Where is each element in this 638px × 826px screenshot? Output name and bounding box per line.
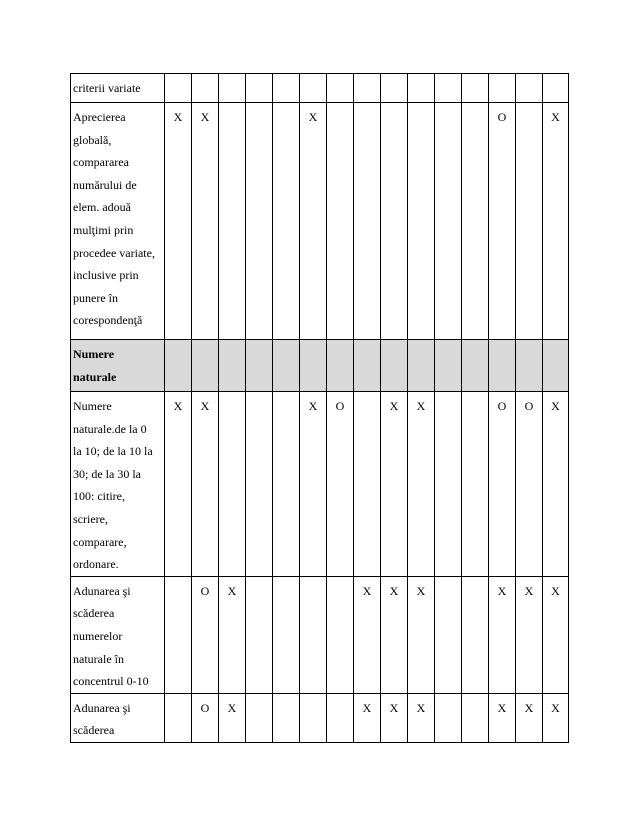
mark-cell: X — [381, 392, 408, 577]
mark-cell — [462, 74, 489, 103]
mark-cell — [327, 74, 354, 103]
mark-cell — [165, 576, 192, 693]
table-row — [71, 576, 569, 693]
mark-cell: X — [165, 103, 192, 340]
mark-cell: X — [354, 693, 381, 742]
mark-cell — [300, 340, 327, 392]
mark-cell — [273, 392, 300, 577]
mark-cell: X — [192, 103, 219, 340]
mark-cell — [516, 74, 543, 103]
mark-cell: X — [408, 693, 435, 742]
row-label: Adunarea şi scăderea numerelor naturale în concentrul 0-10 — [73, 583, 149, 689]
row-label-cell — [71, 392, 165, 577]
mark-cell — [435, 392, 462, 577]
mark-cell — [246, 693, 273, 742]
row-label: Aprecierea globală, compararea numărului de elem. adouă mulţimi prin procedee variate, inclusive prin punere în corespondenţă — [73, 110, 155, 328]
mark-cell — [462, 693, 489, 742]
mark-cell — [300, 693, 327, 742]
mark-cell — [165, 74, 192, 103]
mark-cell — [381, 340, 408, 392]
mark-cell — [516, 340, 543, 392]
mark-cell: O — [192, 693, 219, 742]
mark-cell — [435, 693, 462, 742]
table-row — [71, 103, 569, 340]
mark-cell — [327, 576, 354, 693]
mark-cell — [408, 340, 435, 392]
mark-cell — [246, 74, 273, 103]
mark-cell — [435, 74, 462, 103]
mark-cell: O — [489, 392, 516, 577]
mark-cell: X — [489, 693, 516, 742]
table-row — [71, 693, 569, 742]
mark-cell — [273, 74, 300, 103]
mark-cell — [462, 340, 489, 392]
mark-cell — [327, 340, 354, 392]
mark-cell — [192, 74, 219, 103]
mark-cell: X — [300, 392, 327, 577]
mark-cell: X — [300, 103, 327, 340]
mark-cell — [273, 340, 300, 392]
mark-cell: X — [489, 576, 516, 693]
table-row — [71, 340, 569, 392]
mark-cell — [408, 74, 435, 103]
mark-cell — [435, 576, 462, 693]
mark-cell — [489, 340, 516, 392]
table-body — [71, 74, 569, 743]
mark-cell — [381, 103, 408, 340]
mark-cell: O — [192, 576, 219, 693]
mark-cell: X — [543, 103, 569, 340]
mark-cell — [219, 74, 246, 103]
mark-cell — [219, 103, 246, 340]
mark-cell — [273, 103, 300, 340]
mark-cell — [219, 340, 246, 392]
mark-cell — [219, 392, 246, 577]
mark-cell: X — [165, 392, 192, 577]
row-label-cell — [71, 576, 165, 693]
mark-cell — [246, 392, 273, 577]
mark-cell: X — [354, 576, 381, 693]
mark-cell: X — [408, 392, 435, 577]
row-label: Numere naturale — [73, 347, 117, 384]
mark-cell: X — [516, 576, 543, 693]
mark-cell — [273, 576, 300, 693]
row-label-cell — [71, 693, 165, 742]
mark-cell — [435, 103, 462, 340]
curriculum-table — [70, 73, 569, 743]
row-label-cell — [71, 103, 165, 340]
mark-cell — [246, 103, 273, 340]
mark-cell — [354, 103, 381, 340]
mark-cell: X — [543, 392, 569, 577]
mark-cell — [165, 693, 192, 742]
row-label: Adunarea şi scăderea — [73, 700, 131, 738]
mark-cell — [462, 576, 489, 693]
mark-cell — [192, 340, 219, 392]
mark-cell: X — [219, 693, 246, 742]
mark-cell — [300, 74, 327, 103]
table-row — [71, 74, 569, 103]
mark-cell — [354, 392, 381, 577]
mark-cell: X — [219, 576, 246, 693]
mark-cell — [381, 74, 408, 103]
row-label-cell — [71, 340, 165, 392]
mark-cell: O — [327, 392, 354, 577]
mark-cell — [354, 74, 381, 103]
mark-cell — [246, 340, 273, 392]
mark-cell — [543, 74, 569, 103]
mark-cell: X — [543, 576, 569, 693]
mark-cell — [327, 693, 354, 742]
mark-cell — [462, 392, 489, 577]
mark-cell: X — [543, 693, 569, 742]
mark-cell — [462, 103, 489, 340]
mark-cell — [408, 103, 435, 340]
mark-cell: X — [408, 576, 435, 693]
mark-cell: X — [381, 576, 408, 693]
mark-cell — [543, 340, 569, 392]
mark-cell — [327, 103, 354, 340]
table-row — [71, 392, 569, 577]
mark-cell — [516, 103, 543, 340]
mark-cell — [435, 340, 462, 392]
mark-cell — [489, 74, 516, 103]
mark-cell: O — [516, 392, 543, 577]
mark-cell — [165, 340, 192, 392]
mark-cell: O — [489, 103, 516, 340]
mark-cell — [300, 576, 327, 693]
mark-cell: X — [192, 392, 219, 577]
mark-cell: X — [516, 693, 543, 742]
mark-cell — [354, 340, 381, 392]
row-label-cell — [71, 74, 165, 103]
mark-cell: X — [381, 693, 408, 742]
mark-cell — [246, 576, 273, 693]
mark-cell — [273, 693, 300, 742]
row-label: Numere naturale.de la 0 la 10; de la 10 la 30; de la 30 la 100: citire, scriere, comparare, ordonare. — [73, 399, 153, 572]
row-label: criterii variate — [73, 81, 141, 95]
